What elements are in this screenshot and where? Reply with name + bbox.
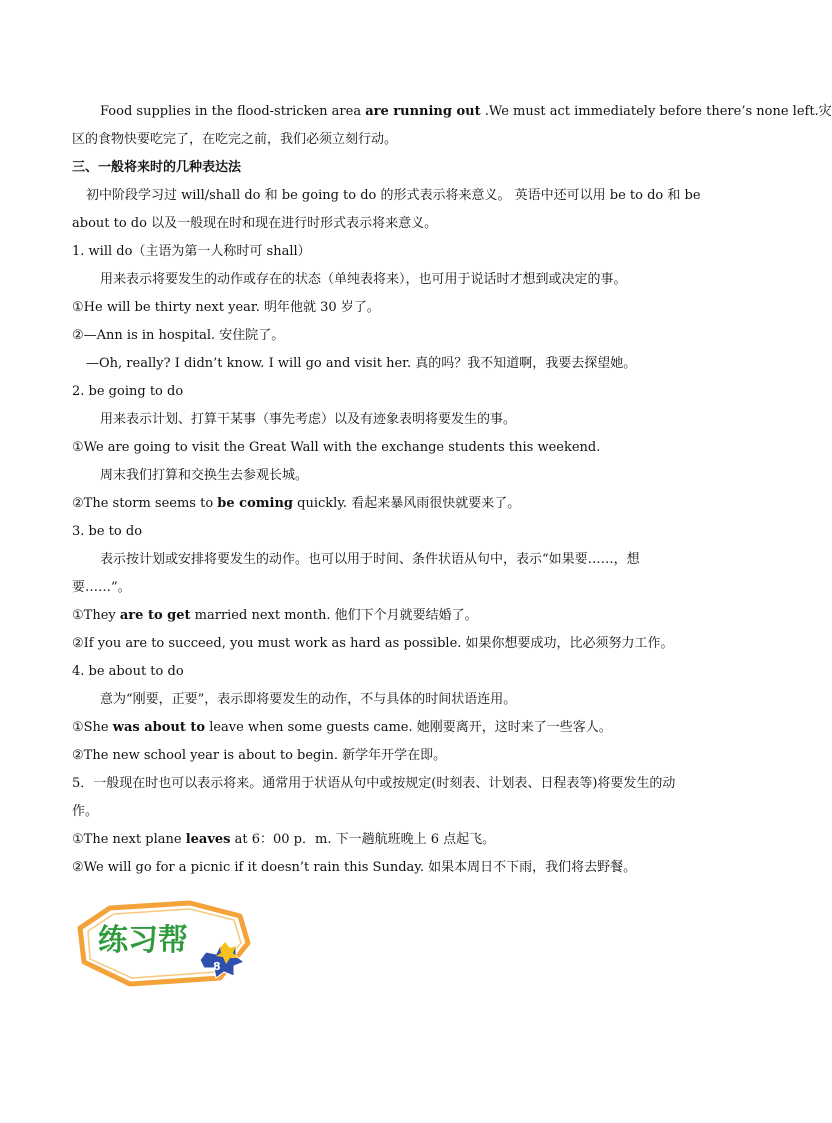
going-ex1: ①We are going to visit the Great Wall with the exchange students this weekend. [72,440,601,455]
going-desc: 用来表示计划、打算干某事（事先考虑）以及有迹象表明将要发生的事。 [100,412,517,427]
will-desc: 用来表示将要发生的动作或存在的状态（单纯表将来），也可用于说话时才想到或决定的事。 [100,272,627,287]
logo-text: 练习帮 [98,923,188,958]
going-ex2-bold: be coming [217,496,294,511]
about-ex2: ②The new school year is about to begin. 新学年开学在即。 [72,748,447,763]
going-ex2-c: quickly. 看起来暴风雨很快就要来了。 [293,496,521,511]
about-ex1-bold: was about to [112,720,206,735]
going-ex2 [72,490,726,518]
beto-ex1-c: married next month. 他们下个月就要结婚了。 [190,608,478,623]
beto-ex1-bold: are to get [119,608,191,623]
practice-logo [70,898,260,990]
beto-desc-1: 表示按计划或安排将要发生的动作。也可以用于时间、条件状语从句中，表示“如果要……，想 [100,552,640,567]
present-ex1-bold: leaves [185,832,231,847]
beto-ex1 [72,602,726,630]
present-title-2: 作。 [72,804,99,819]
about-ex1 [72,714,726,742]
intro-text-c: .We must act immediately before there’s none left.灾 [480,104,832,119]
present-title-1: 5．一般现在时也可以表示将来。通常用于状语从句中或按规定(时刻表、计划表、日程表等)将要发生的动 [72,776,676,791]
will-ex1: ①He will be thirty next year. 明年他就 30 岁了。 [72,300,380,315]
present-ex1 [72,826,726,854]
going-ex2-a: ②The storm seems to [72,496,218,511]
intro-line-1 [72,98,832,126]
intro-line-2: 区的食物快要吃完了，在吃完之前，我们必须立刻行动。 [72,132,398,147]
will-title: 1. will do（主语为第一人称时可 shall） [72,244,311,259]
logo-badge: 8 [213,960,221,973]
intro-bold: are running out [365,104,481,119]
section-title: 三、一般将来时的几种表达法 [72,160,242,175]
will-ex2: ②—Ann is in hospital. 安住院了。 [72,328,285,343]
present-ex1-a: ①The next plane [72,832,186,847]
about-ex1-c: leave when some guests came. 她刚要离开，这时来了一些客人。 [205,720,612,735]
going-ex1-cn: 周末我们打算和交换生去参观长城。 [100,468,309,483]
document-body [72,98,832,882]
beto-ex1-a: ①They [72,608,120,623]
present-ex1-c: at 6：00 p．m. 下一趟航班晚上 6 点起飞。 [230,832,496,847]
intro-text-a: Food supplies in the flood-stricken area [100,104,366,119]
will-ex2b: —Oh, really? I didn’t know. I will go and visit her. 真的吗？我不知道啊，我要去探望她。 [86,356,637,371]
present-ex2: ②We will go for a picnic if it doesn’t rain this Sunday. 如果本周日不下雨，我们将去野餐。 [72,860,637,875]
section-intro-1: 初中阶段学习过 will/shall do 和 be going to do 的形式表示将来意义。 英语中还可以用 be to do 和 be [86,188,701,203]
section-intro-2: about to do 以及一般现在时和现在进行时形式表示将来意义。 [72,216,438,231]
beto-desc-2: 要……”。 [72,580,131,595]
about-ex1-a: ①She [72,720,113,735]
going-title: 2. be going to do [72,384,184,399]
about-title: 4. be about to do [72,664,184,679]
beto-title: 3. be to do [72,524,143,539]
beto-ex2: ②If you are to succeed, you must work as hard as possible. 如果你想要成功，比必须努力工作。 [72,636,674,651]
about-desc: 意为“刚要，正要”，表示即将要发生的动作，不与具体的时间状语连用。 [100,692,517,707]
